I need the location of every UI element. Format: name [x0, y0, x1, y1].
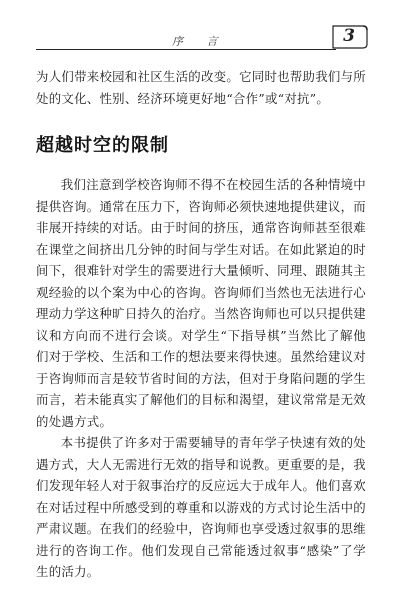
header-rule	[36, 49, 336, 50]
page-body	[36, 66, 366, 583]
body-paragraph-2: 本书提供了许多对于需要辅导的青年学子快速有效的处遇方式，大人无需进行无效的指导和说教。更重要的是，我们发现年轻人对于叙事治疗的反应远大于成年人。他们喜欢在对话过程中所感受到的尊重和以游戏的方式讨论生活中的严肃议题。在我们的经验中，咨询师也享受透过叙事的思维进行的咨询工作。他们发现自己常能透过叙事“感染”了学生的活力。	[36, 435, 366, 579]
intro-paragraph: 为人们带来校园和社区生活的改变。它同时也帮助我们与所处的文化、性别、经济环境更好地“合作”或“对抗”。	[36, 69, 366, 106]
body-paragraph-1: 我们注意到学校咨询师不得不在校园生活的各种情境中提供咨询。通常在压力下，咨询师必须快速地提供建议，而非展开持续的对话。由于时间的挤压，通常咨询师甚至很难在课堂之间挤出几分钟的时间与学生对话。在如此紧迫的时间下，很难针对学生的需要进行大量倾听、同理、跟随其主观经验的以个案为中心的咨询。咨询师们当然也无法进行心理动力学这种旷日持久的治疗。当然咨询师也可以只提供建议和方向而不进行会谈。对学生“下指导棋”当然比了解他们对于学校、生活和工作的想法要来得快速。虽然给建议对于咨询师而言是较节省时间的方法，但对于身陷问题的学生而言，若未能真实了解他们的目标和渴望，建议常常是无效的处遇方式。	[36, 177, 366, 429]
running-head: 序 言	[172, 35, 228, 48]
page-number: 3	[343, 26, 355, 46]
section-title: 超越时空的限制	[36, 135, 169, 156]
page-number-tab	[330, 24, 368, 50]
